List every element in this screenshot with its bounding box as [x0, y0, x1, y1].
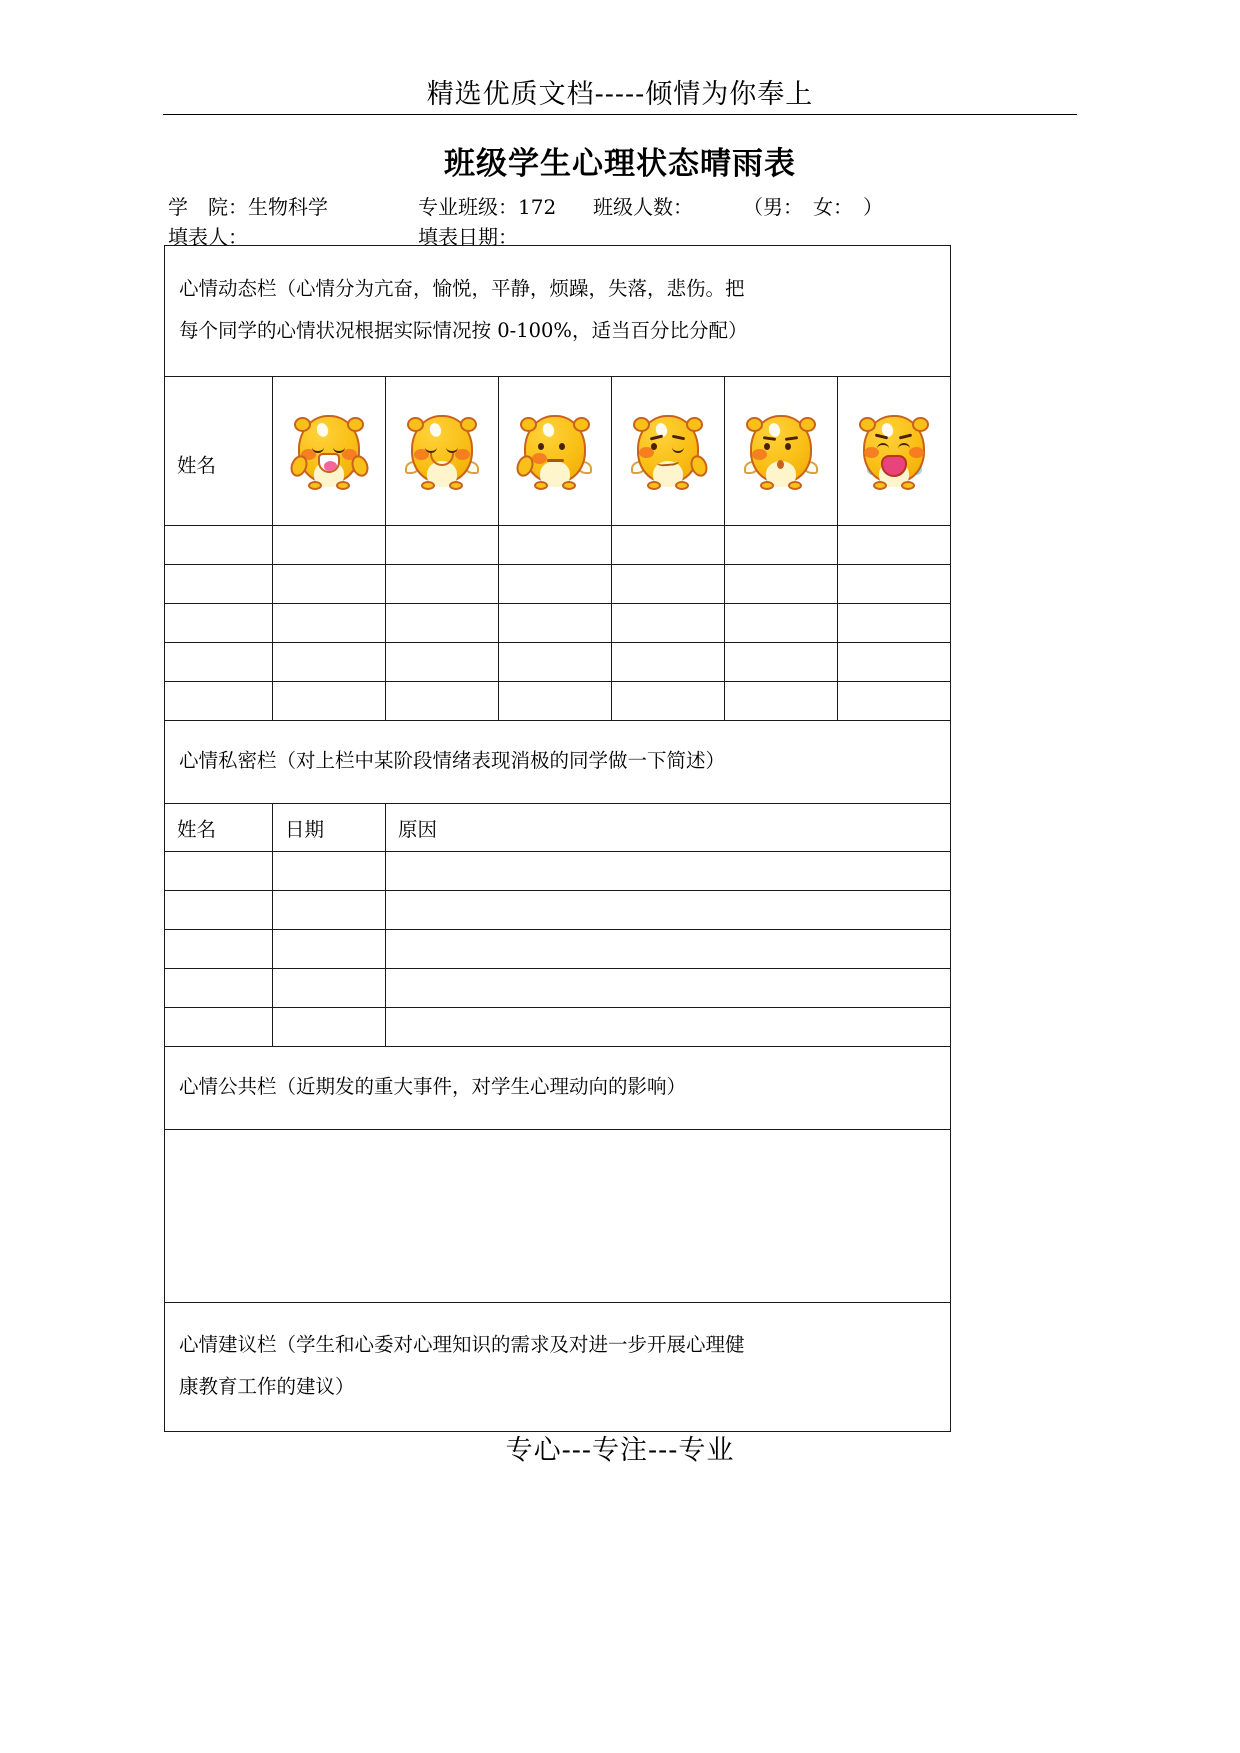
section-public-heading-row: [165, 1047, 951, 1130]
section-advice-heading-row: [165, 1303, 951, 1432]
cell-calm[interactable]: [499, 604, 612, 643]
cell-date[interactable]: [273, 969, 386, 1008]
cell-happy[interactable]: [386, 682, 499, 721]
section-dynamic-heading-line2: 每个同学的心情状况根据实际情况按 0-100%，适当百分比分配）: [179, 319, 748, 342]
table-row[interactable]: [165, 643, 951, 682]
table-row[interactable]: [165, 526, 951, 565]
cell-date[interactable]: [273, 930, 386, 969]
cell-irritable[interactable]: [612, 526, 725, 565]
section-public-body-row[interactable]: [165, 1130, 951, 1303]
college-field: [168, 192, 418, 222]
section-advice-heading[interactable]: [165, 1303, 951, 1432]
cell-excited[interactable]: [273, 604, 386, 643]
table-row[interactable]: [165, 682, 951, 721]
mood-form-table: [164, 245, 951, 1432]
cell-excited[interactable]: [273, 682, 386, 721]
cell-irritable[interactable]: [612, 643, 725, 682]
section-dynamic-heading-line1: 心情动态栏（心情分为亢奋，愉悦，平静，烦躁，失落，悲伤。把: [179, 277, 745, 300]
cell-happy[interactable]: [386, 565, 499, 604]
cell-name[interactable]: [165, 565, 273, 604]
section-private-heading: 心情私密栏（对上栏中某阶段情绪表现消极的同学做一下简述）: [165, 721, 951, 804]
top-watermark-text: 精选优质文档-----倾情为你奉上: [426, 79, 814, 110]
face-calm-icon: [516, 403, 594, 499]
cell-down[interactable]: [725, 682, 838, 721]
cell-sad[interactable]: [838, 526, 951, 565]
section-public-body[interactable]: [165, 1130, 951, 1303]
private-table-row[interactable]: [165, 969, 951, 1008]
major-class-label: 专业班级：: [418, 195, 518, 219]
cell-excited[interactable]: [273, 643, 386, 682]
mood-col-down[interactable]: [725, 377, 838, 526]
cell-sad[interactable]: [838, 682, 951, 721]
cell-name[interactable]: [165, 643, 273, 682]
class-size-field: [593, 192, 743, 222]
section-dynamic-heading-row: [165, 246, 951, 377]
face-crying-icon: [855, 403, 933, 499]
private-table-row[interactable]: [165, 891, 951, 930]
dynamic-name-header: 姓名: [165, 377, 273, 526]
cell-sad[interactable]: [838, 604, 951, 643]
cell-reason[interactable]: [386, 1008, 951, 1047]
cell-irritable[interactable]: [612, 565, 725, 604]
table-row[interactable]: [165, 604, 951, 643]
mood-col-happy[interactable]: [386, 377, 499, 526]
face-laughing-icon: [290, 403, 368, 499]
gender-group[interactable]: （男： 女： ）: [743, 195, 883, 219]
page-title: 班级学生心理状态晴雨表: [444, 146, 796, 182]
cell-name[interactable]: [165, 526, 273, 565]
private-table-row[interactable]: [165, 930, 951, 969]
fill-date-label: 填表日期：: [418, 225, 518, 249]
major-class-field: [418, 192, 593, 222]
cell-reason[interactable]: [386, 969, 951, 1008]
private-col-reason: 原因: [386, 804, 951, 852]
cell-down[interactable]: [725, 526, 838, 565]
class-size-label: 班级人数：: [593, 195, 693, 219]
face-irritable-icon: [629, 403, 707, 499]
face-down-icon: [742, 403, 820, 499]
cell-happy[interactable]: [386, 643, 499, 682]
filler-label: 填表人：: [168, 225, 248, 249]
cell-date[interactable]: [273, 1008, 386, 1047]
private-col-date: 日期: [273, 804, 386, 852]
cell-excited[interactable]: [273, 526, 386, 565]
cell-calm[interactable]: [499, 526, 612, 565]
cell-reason[interactable]: [386, 930, 951, 969]
section-advice-heading-line1: 心情建议栏（学生和心委对心理知识的需求及对进一步开展心理健: [179, 1333, 745, 1356]
cell-irritable[interactable]: [612, 604, 725, 643]
face-smiling-icon: [403, 403, 481, 499]
private-table-row[interactable]: [165, 1008, 951, 1047]
cell-name[interactable]: [165, 969, 273, 1008]
cell-excited[interactable]: [273, 565, 386, 604]
section-private-heading-row: [165, 721, 951, 804]
cell-name[interactable]: [165, 852, 273, 891]
cell-happy[interactable]: [386, 604, 499, 643]
mood-col-irritable[interactable]: [612, 377, 725, 526]
cell-calm[interactable]: [499, 565, 612, 604]
table-row[interactable]: [165, 565, 951, 604]
section-dynamic-heading: [165, 246, 951, 377]
mood-icon-header-row: [165, 377, 951, 526]
mood-col-excited[interactable]: [273, 377, 386, 526]
cell-calm[interactable]: [499, 682, 612, 721]
cell-date[interactable]: [273, 891, 386, 930]
cell-reason[interactable]: [386, 891, 951, 930]
major-class-value[interactable]: 172: [518, 195, 557, 219]
cell-irritable[interactable]: [612, 682, 725, 721]
cell-date[interactable]: [273, 852, 386, 891]
cell-calm[interactable]: [499, 643, 612, 682]
cell-name[interactable]: [165, 682, 273, 721]
section-public-heading: 心情公共栏（近期发的重大事件，对学生心理动向的影响）: [165, 1047, 951, 1130]
private-table-row[interactable]: [165, 852, 951, 891]
cell-sad[interactable]: [838, 643, 951, 682]
meta-row-1: [168, 192, 1090, 222]
cell-sad[interactable]: [838, 565, 951, 604]
cell-name[interactable]: [165, 930, 273, 969]
mood-col-sad[interactable]: [838, 377, 951, 526]
cell-name[interactable]: [165, 604, 273, 643]
cell-reason[interactable]: [386, 852, 951, 891]
cell-down[interactable]: [725, 565, 838, 604]
section-advice-heading-line2: 康教育工作的建议）: [179, 1375, 355, 1398]
cell-happy[interactable]: [386, 526, 499, 565]
cell-name[interactable]: [165, 1008, 273, 1047]
mood-col-calm[interactable]: [499, 377, 612, 526]
form-meta: [168, 192, 1090, 252]
cell-down[interactable]: [725, 604, 838, 643]
private-col-name: 姓名: [165, 804, 273, 852]
cell-name[interactable]: [165, 891, 273, 930]
private-header-row: [165, 804, 951, 852]
header-rule: [163, 114, 1077, 115]
top-watermark: [0, 72, 1240, 111]
bottom-watermark-text: 专心---专注---专业: [505, 1435, 735, 1466]
cell-down[interactable]: [725, 643, 838, 682]
college-label: 学 院：: [168, 195, 248, 219]
college-value[interactable]: 生物科学: [248, 195, 328, 219]
